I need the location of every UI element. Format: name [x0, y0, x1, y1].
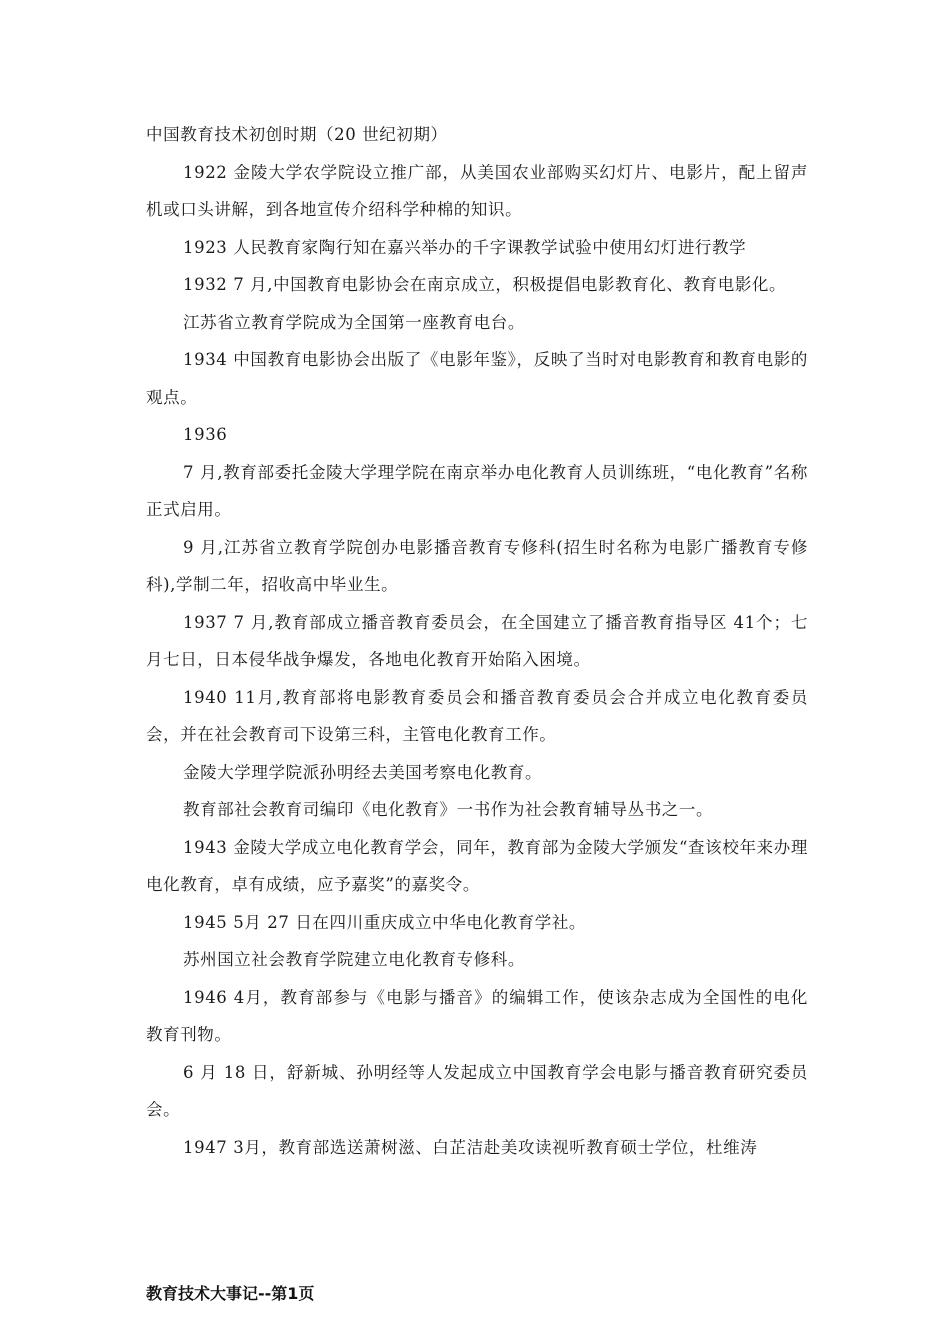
paragraph-1934: 1934 中国教育电影协会出版了《电影年鉴》，反映了当时对电影教育和教育电影的观点。 [146, 350, 808, 407]
paragraph-1936-september: 9 月,江苏省立教育学院创办电影播音教育专修科(招生时名称为电影广播教育专修科),学制二年，招收高中毕业生。 [146, 537, 808, 594]
paragraph-1936-july: 7 月,教育部委托金陵大学理学院在南京举办电化教育人员训练班，“电化教育”名称正式启用。 [146, 462, 808, 519]
page-footer: 教育技术大事记--第1页 [146, 1284, 315, 1303]
paragraph-1940-book: 教育部社会教育司编印《电化教育》一书作为社会教育辅导丛书之一。 [183, 800, 714, 819]
paragraph-1947: 1947 3月，教育部选送萧树滋、白芷洁赴美攻读视听教育硕士学位，杜维涛 [183, 1137, 758, 1157]
paragraph-1940: 1940 11月,教育部将电影教育委员会和播音教育委员会合并成立电化教育委员会，并在社会教育司下设第三科，主管电化教育工作。 [146, 687, 808, 744]
paragraph-1946: 1946 4月，教育部参与《电影与播音》的编辑工作，使该杂志成为全国性的电化教育刊物。 [146, 987, 808, 1044]
paragraph-1937: 1937 7 月,教育部成立播音教育委员会，在全国建立了播音教育指导区 41个；七月七日，日本侵华战争爆发，各地电化教育开始陷入困境。 [146, 612, 808, 669]
paragraph-1932: 1932 7 月,中国教育电影协会在南京成立，积极提倡电影教育化、教育电影化。 [183, 275, 787, 294]
paragraph-1936: 1936 [183, 425, 228, 444]
paragraph-1922: 1922 金陵大学农学院设立推广部，从美国农业部购买幻灯片、电影片，配上留声机或口头讲解，到各地宣传介绍科学种棉的知识。 [146, 162, 808, 219]
paragraph-1923: 1923 人民教育家陶行知在嘉兴举办的千字课教学试验中使用幻灯进行教学 [183, 237, 747, 257]
document-body [146, 116, 808, 1166]
section-heading: 中国教育技术初创时期（20 世纪初期） [146, 125, 448, 144]
paragraph-1945: 1945 5月 27 日在四川重庆成立中华电化教育学社。 [183, 912, 587, 932]
paragraph-1940-sun-mingjing: 金陵大学理学院派孙明经去美国考察电化教育。 [183, 762, 543, 782]
paragraph-1945-suzhou: 苏州国立社会教育学院建立电化教育专修科。 [183, 950, 525, 969]
paragraph-radio-station: 江苏省立教育学院成为全国第一座教育电台。 [183, 312, 525, 332]
paragraph-1943: 1943 金陵大学成立电化教育学会，同年，教育部为金陵大学颁发“查该校年来办理电化教育，卓有成绩，应予嘉奖”的嘉奖令。 [146, 837, 808, 894]
paragraph-1946-june: 6 月 18 日，舒新城、孙明经等人发起成立中国教育学会电影与播音教育研究委员会。 [146, 1062, 808, 1119]
